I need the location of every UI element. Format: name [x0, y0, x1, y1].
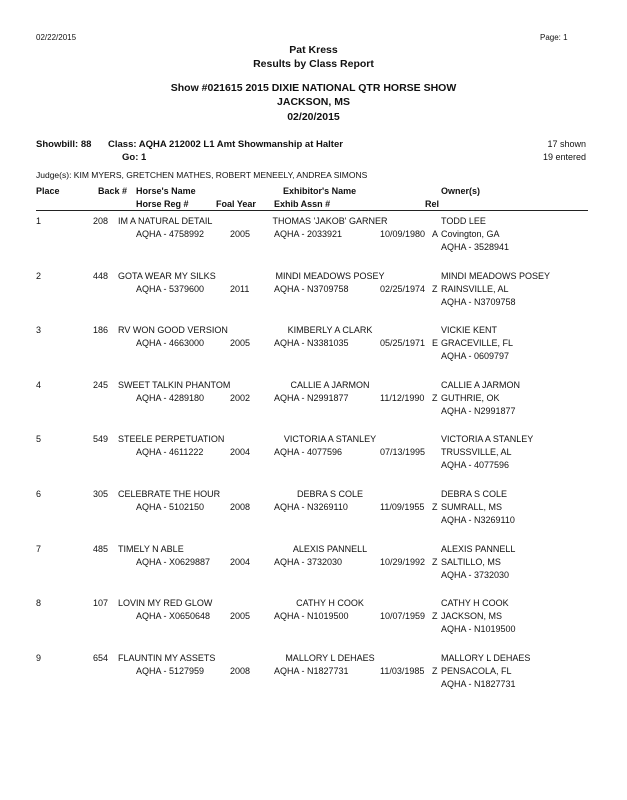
horse-reg: AQHA - 4758992 [136, 229, 205, 239]
exhibitor-name: THOMAS 'JAKOB' GARNER [272, 216, 388, 226]
result-row [0, 544, 627, 598]
owner-assn: AQHA - 3732030 [441, 569, 510, 580]
back-number: 654 [92, 652, 108, 663]
back-number: 485 [92, 543, 108, 554]
exhib-assn: AQHA - 2033921 [274, 229, 343, 239]
horse-name: TIMELY N ABLE [118, 543, 184, 554]
owner-assn: AQHA - N1019500 [441, 624, 516, 635]
exhib-assn: AQHA - N2991877 [274, 392, 349, 403]
place: 3 [36, 325, 42, 336]
relationship: Z [432, 502, 438, 512]
shown-count: 17 shown [547, 139, 586, 149]
relationship: A [432, 229, 439, 239]
header-divider [36, 210, 588, 211]
showbill: Showbill: 88 [36, 139, 92, 150]
col-horse-name: Horse's Name [136, 186, 196, 196]
horse-reg: AQHA - 4611222 [136, 447, 204, 458]
exhibitor-name: CATHY H COOK [296, 598, 364, 609]
owner-city: GUTHRIE, OK [441, 392, 500, 403]
exhibitor-dob: 02/25/1974 [380, 283, 426, 294]
exhib-assn: AQHA - N1019500 [274, 611, 349, 622]
result-row [0, 380, 627, 434]
go-number: Go: 1 [122, 152, 147, 163]
report-author: Pat Kress [289, 44, 338, 56]
exhibitor-dob: 10/09/1980 [380, 229, 426, 239]
place: 5 [36, 434, 42, 445]
show-date: 02/20/2015 [287, 111, 340, 123]
col-place: Place [36, 186, 60, 196]
foal-year: 2005 [230, 229, 251, 239]
exhibitor-dob: 10/07/1959 [380, 611, 426, 622]
owner-city: TRUSSVILLE, AL [441, 447, 512, 458]
owner-name: ALEXIS PANNELL [441, 543, 516, 554]
exhibitor-name: CALLIE A JARMON [290, 379, 370, 390]
owner-assn: AQHA - 0609797 [441, 351, 510, 362]
horse-reg: AQHA - X0650648 [136, 611, 211, 622]
entered-count: 19 entered [542, 152, 586, 162]
foal-year: 2008 [230, 665, 251, 676]
place: 7 [36, 543, 42, 554]
owner-city: SALTILLO, MS [441, 556, 501, 567]
place: 2 [36, 270, 42, 281]
page-number: Page: 1 [540, 33, 568, 42]
result-row [0, 653, 627, 707]
judges: Judge(s): KIM MYERS, GRETCHEN MATHES, ROBERT MENEELY, ANDREA SIMONS [36, 170, 368, 180]
relationship: Z [432, 665, 438, 676]
report-title: Results by Class Report [253, 58, 374, 70]
result-row [0, 216, 627, 270]
horse-name: LOVIN MY RED GLOW [118, 598, 213, 609]
back-number: 305 [92, 489, 108, 499]
relationship: Z [432, 392, 438, 403]
place: 8 [36, 598, 42, 609]
exhibitor-name: MINDI MEADOWS POSEY [275, 270, 385, 281]
horse-name: GOTA WEAR MY SILKS [118, 270, 216, 281]
result-row [0, 489, 627, 543]
exhibitor-dob: 07/13/1995 [380, 447, 426, 458]
horse-name: STEELE PERPETUATION [118, 434, 225, 445]
owner-assn: AQHA - N2991877 [441, 405, 516, 416]
class-name: Class: AQHA 212002 L1 Amt Showmanship at Halter [108, 139, 343, 150]
relationship: E [432, 338, 439, 349]
owner-assn: AQHA - 3528941 [441, 242, 510, 252]
exhibitor-dob: 11/12/1990 [380, 392, 425, 403]
owner-city: RAINSVILLE, AL [441, 283, 509, 294]
result-row [0, 325, 627, 379]
horse-name: FLAUNTIN MY ASSETS [118, 652, 216, 663]
foal-year: 2011 [230, 283, 250, 294]
owner-city: PENSACOLA, FL [441, 665, 512, 676]
back-number: 186 [92, 325, 108, 336]
exhib-assn: AQHA - 4077596 [274, 447, 343, 458]
exhibitor-dob: 05/25/1971 [380, 338, 426, 349]
col-exhib-assn: Exhib Assn # [274, 199, 331, 209]
relationship: Z [432, 556, 438, 567]
exhib-assn: AQHA - N3269110 [274, 502, 348, 512]
owner-name: TODD LEE [441, 216, 486, 226]
owner-name: MINDI MEADOWS POSEY [441, 270, 551, 281]
place: 1 [36, 216, 42, 226]
relationship: Z [432, 611, 438, 622]
place: 4 [36, 379, 42, 390]
foal-year: 2004 [230, 556, 251, 567]
owner-assn: AQHA - N3709758 [441, 296, 516, 307]
exhibitor-name: MALLORY L DEHAES [285, 652, 375, 663]
exhibitor-dob: 10/29/1992 [380, 556, 426, 567]
foal-year: 2005 [230, 338, 251, 349]
horse-name: IM A NATURAL DETAIL [118, 216, 213, 226]
foal-year: 2002 [230, 392, 251, 403]
relationship: Z [432, 283, 438, 294]
owner-city: JACKSON, MS [441, 611, 503, 622]
horse-reg: AQHA - 4663000 [136, 338, 205, 349]
owner-name: VICKIE KENT [441, 325, 498, 336]
owner-name: CATHY H COOK [441, 598, 509, 609]
result-row [0, 598, 627, 652]
col-back: Back # [98, 186, 128, 196]
place: 9 [36, 652, 42, 663]
owner-city: SUMRALL, MS [441, 502, 503, 512]
owner-assn: AQHA - N3269110 [441, 515, 515, 525]
back-number: 448 [92, 270, 108, 281]
col-owners: Owner(s) [441, 186, 481, 196]
horse-reg: AQHA - X0629887 [136, 556, 211, 567]
owner-name: DEBRA S COLE [441, 489, 508, 499]
place: 6 [36, 489, 42, 499]
owner-city: GRACEVILLE, FL [441, 338, 514, 349]
exhibitor-dob: 11/09/1955 [380, 502, 425, 512]
exhibitor-name: ALEXIS PANNELL [292, 543, 368, 554]
back-number: 549 [92, 434, 108, 445]
horse-name: SWEET TALKIN PHANTOM [118, 379, 231, 390]
result-row [0, 271, 627, 325]
show-city: JACKSON, MS [277, 96, 350, 108]
horse-reg: AQHA - 5127959 [136, 665, 205, 676]
horse-reg: AQHA - 5379600 [136, 283, 205, 294]
owner-assn: AQHA - 4077596 [441, 460, 510, 471]
exhibitor-name: KIMBERLY A CLARK [287, 325, 373, 336]
exhib-assn: AQHA - 3732030 [274, 556, 343, 567]
owner-assn: AQHA - N1827731 [441, 678, 516, 689]
exhib-assn: AQHA - N3381035 [274, 338, 349, 349]
back-number: 107 [92, 598, 108, 609]
horse-name: CELEBRATE THE HOUR [118, 489, 221, 499]
show-title: Show #021615 2015 DIXIE NATIONAL QTR HORSE SHOW [170, 82, 457, 94]
result-row [0, 434, 627, 488]
owner-city: Covington, GA [441, 229, 500, 239]
col-rel: Rel [425, 199, 440, 209]
back-number: 208 [92, 216, 108, 226]
horse-reg: AQHA - 5102150 [136, 502, 205, 512]
report-date: 02/22/2015 [36, 33, 77, 42]
col-foal-year: Foal Year [216, 199, 256, 209]
owner-name: VICTORIA A STANLEY [441, 434, 534, 445]
col-exhibitor-name: Exhibitor's Name [283, 186, 357, 196]
col-horse-reg: Horse Reg # [136, 199, 189, 209]
exhibitor-dob: 11/03/1985 [380, 665, 425, 676]
exhibitor-name: DEBRA S COLE [296, 489, 364, 499]
horse-reg: AQHA - 4289180 [136, 392, 205, 403]
foal-year: 2005 [230, 611, 251, 622]
owner-name: CALLIE A JARMON [441, 379, 521, 390]
horse-name: RV WON GOOD VERSION [118, 325, 228, 336]
exhibitor-name: VICTORIA A STANLEY [283, 434, 377, 445]
back-number: 245 [92, 379, 108, 390]
foal-year: 2004 [230, 447, 251, 458]
owner-name: MALLORY L DEHAES [441, 652, 531, 663]
foal-year: 2008 [230, 502, 251, 512]
exhib-assn: AQHA - N1827731 [274, 665, 349, 676]
exhib-assn: AQHA - N3709758 [274, 283, 349, 294]
